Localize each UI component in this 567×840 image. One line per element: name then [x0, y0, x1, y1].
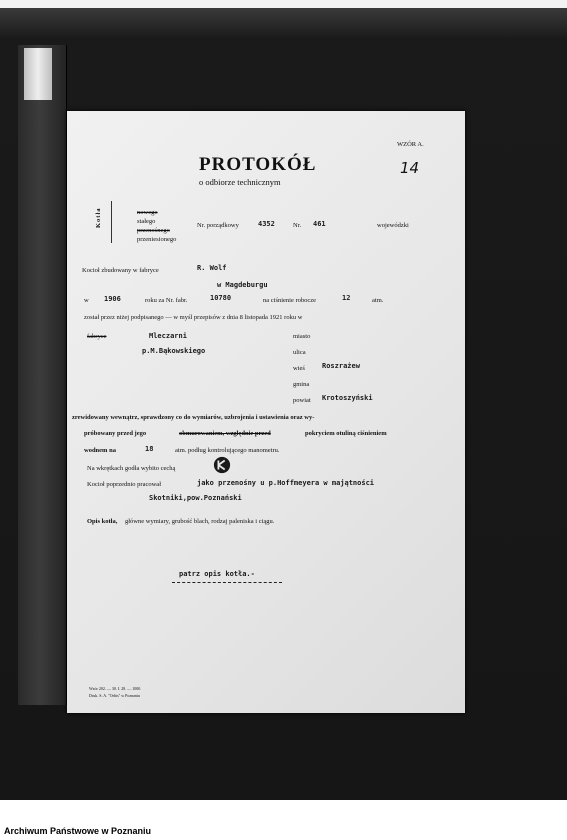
built-label: Kocioł zbudowany w fabryce — [82, 267, 159, 274]
binder-tab — [24, 48, 52, 100]
wodnem-label: wodnem na — [84, 447, 116, 454]
nr-porzadkowy-value: 4352 — [258, 220, 275, 228]
document-page — [67, 111, 465, 713]
description-label-bold: Opis kotła, — [87, 518, 118, 525]
document-subtitle: o odbiorze technicznym — [199, 177, 281, 187]
inspection-line-2b: pokryciem otuliną ciśnieniem — [305, 430, 387, 437]
year-label: roku za Nr. fabr. — [145, 297, 188, 304]
w-label: w — [84, 297, 89, 304]
description-note: patrz opis kotła.- — [179, 570, 255, 578]
powiat-label: powiat — [293, 397, 311, 404]
gmina-label: gmina — [293, 381, 310, 388]
pressure-label: na ciśnienie robocze — [263, 297, 317, 304]
option-relocated: przeniesionego — [137, 236, 177, 243]
ulica-label: ulica — [293, 349, 306, 356]
previous-value-line-1: jako przenośny u p.Hoffmeyera w majątności — [197, 479, 375, 487]
factory-city: w Magdeburgu — [217, 281, 268, 289]
printer-line-1: Wzór 202. — 30. I. 28. — 1000. — [89, 686, 142, 691]
wies-value: Roszrażew — [322, 362, 360, 370]
description-note-underline — [172, 582, 282, 583]
inspection-line-2a: próbowany przed jego — [84, 430, 147, 437]
powiat-value: Krotoszyński — [322, 394, 373, 402]
handwritten-page-number: 14 — [400, 159, 420, 177]
stamp-label: Na wkrętkach godła wybito cechą — [87, 465, 176, 472]
nr-porzadkowy-label: Nr. porządkowy — [197, 222, 239, 229]
description-label: główne wymiary, grubość blach, rodzaj paleniska i ciągu. — [125, 518, 275, 525]
archive-footer — [0, 800, 567, 840]
signed-line: został przez niżej podpisanego — w myśl przepisów z dnia 8 listopada 1921 roku w — [84, 314, 303, 321]
owner-value: p.M.Bąkowskiego — [142, 347, 206, 355]
option-new: nowego — [137, 209, 158, 216]
year-value: 1906 — [104, 295, 121, 303]
form-label: WZÓR A. — [397, 141, 424, 148]
previous-label: Kocioł poprzednio pracował — [87, 481, 162, 488]
option-portable: przenośnego — [137, 227, 170, 234]
fabryce-label: fabryce — [87, 333, 107, 340]
nr-value: 461 — [313, 220, 326, 228]
atm-manometer-line: atm. podług kontrolującego manometru. — [175, 447, 280, 454]
wies-label: wieś — [293, 365, 305, 372]
wojewodzki-label: wojewódzki — [377, 222, 409, 229]
miasto-label: miasto — [293, 333, 311, 340]
factory-name: R. Wolf — [197, 264, 227, 272]
kotla-bracket — [111, 201, 112, 243]
wodnem-value: 18 — [145, 445, 154, 453]
inspection-line-1: zrewidowany wewnątrz, sprawdzony co do wymiarów, uzbrojenia i ustawienia oraz wy- — [72, 414, 315, 421]
binder-spine — [18, 45, 67, 705]
nr-label: Nr. — [293, 222, 302, 229]
boiler-mark-stamp-icon — [213, 456, 231, 474]
archive-credit: Archiwum Państwowe w Poznaniu — [4, 826, 152, 836]
printer-line-2: Druk. S. A. "Orbis" w Poznaniu — [89, 693, 141, 698]
option-stationary: stałego — [137, 218, 156, 225]
kotla-vertical-label: Kotła — [95, 207, 102, 228]
fabr-nr-value: 10780 — [210, 294, 232, 302]
atm-label: atm. — [372, 297, 384, 304]
place-value: Mleczarni — [149, 332, 187, 340]
folder-top-edge — [0, 8, 567, 38]
previous-value-line-2: Skotniki,pow.Poznański — [149, 494, 242, 502]
inspection-line-2-struck: obmurowaniem, względnie przed — [179, 430, 271, 437]
document-title: PROTOKÓŁ — [199, 154, 317, 175]
pressure-value: 12 — [342, 294, 351, 302]
